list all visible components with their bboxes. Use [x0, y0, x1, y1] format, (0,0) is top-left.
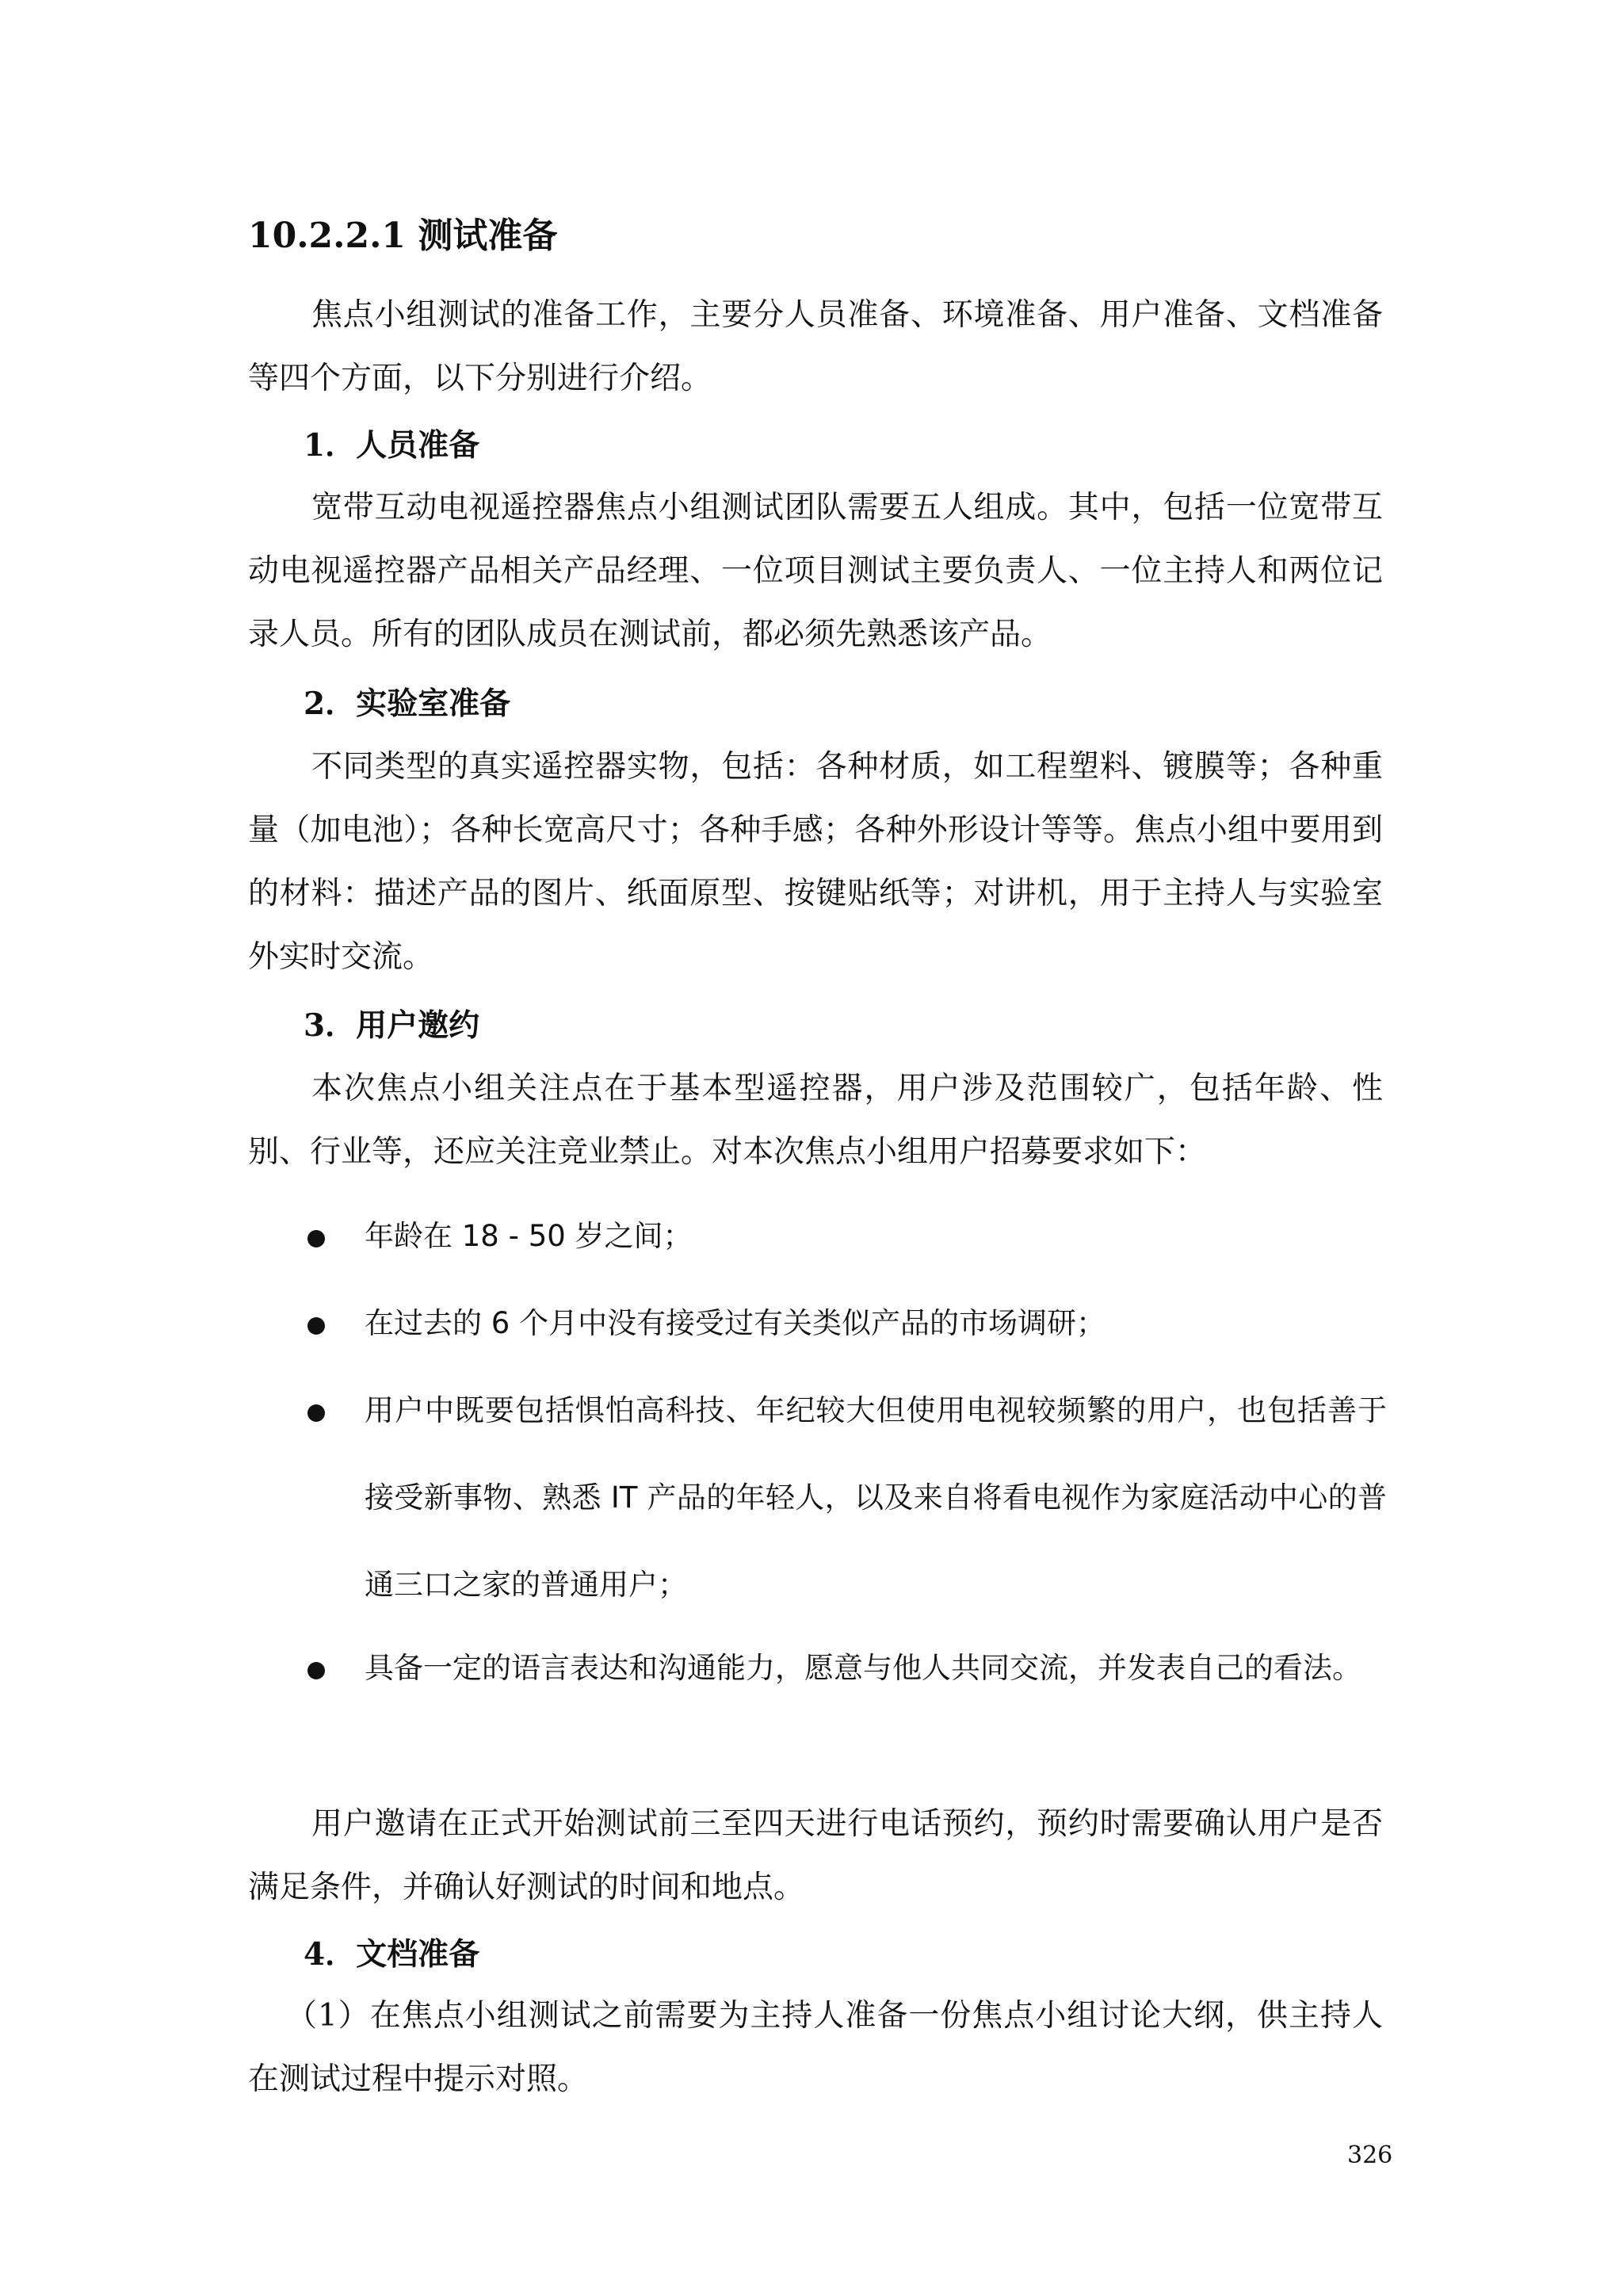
paragraph-personnel: 宽带互动电视遥控器焦点小组测试团队需要五人组成。其中，包括一位宽带互动电视遥控器产品相关产品经理、一位项目测试主要负责人、一位主持人和两位记录人员。所有的团队成员在测试前，都必须先熟悉该产品。: [248, 490, 1383, 652]
section-heading: 10.2.2.1 测试准备: [248, 216, 558, 256]
subsection-title-invitation: 3．用户邀约: [304, 1007, 480, 1044]
bullet-text: 年龄在 18 - 50 岁之间；: [365, 1219, 693, 1253]
bullet-text: 具备一定的语言表达和沟通能力，愿意与他人共同交流，并发表自己的看法。: [365, 1651, 1361, 1685]
bullet-dot-icon: [307, 1230, 325, 1247]
page-number: 326: [1347, 2141, 1393, 2169]
subsection-title-lab: 2．实验室准备: [304, 686, 511, 722]
intro-paragraph: 焦点小组测试的准备工作，主要分人员准备、环境准备、用户准备、文档准备等四个方面，以下分别进行介绍。: [248, 297, 1383, 396]
paragraph-lab: 不同类型的真实遥控器实物，包括：各种材质，如工程塑料、镀膜等；各种重量（加电池）；各种长宽高尺寸；各种手感；各种外形设计等等。焦点小组中要用到的材料：描述产品的图片、纸面原型、按键贴纸等；对讲机，用于主持人与实验室外实时交流。: [248, 749, 1383, 975]
bullet-dot-icon: [307, 1662, 325, 1679]
bullet-dot-icon: [307, 1404, 325, 1422]
bullet-text: 用户中既要包括惧怕高科技、年纪较大但使用电视较频繁的用户，也包括善于接受新事物、熟悉 IT 产品的年轻人，以及来自将看电视作为家庭活动中心的普通三口之家的普通用户；: [365, 1393, 1387, 1602]
paragraph-invitation: 本次焦点小组关注点在于基本型遥控器，用户涉及范围较广，包括年龄、性别、行业等，还应关注竞业禁止。对本次焦点小组用户招募要求如下：: [248, 1071, 1383, 1170]
subsection-title-personnel: 1．人员准备: [304, 427, 480, 464]
bullet-text: 在过去的 6 个月中没有接受过有关类似产品的市场调研；: [365, 1306, 1106, 1340]
bullet-dot-icon: [307, 1317, 325, 1335]
paragraph-invite-schedule: 用户邀请在正式开始测试前三至四天进行电话预约，预约时需要确认用户是否满足条件，并确认好测试的时间和地点。: [248, 1806, 1383, 1905]
subsection-title-documents: 4．文档准备: [304, 1936, 480, 1973]
paragraph-documents: （1）在焦点小组测试之前需要为主持人准备一份焦点小组讨论大纲，供主持人在测试过程中提示对照。: [248, 1998, 1383, 2097]
